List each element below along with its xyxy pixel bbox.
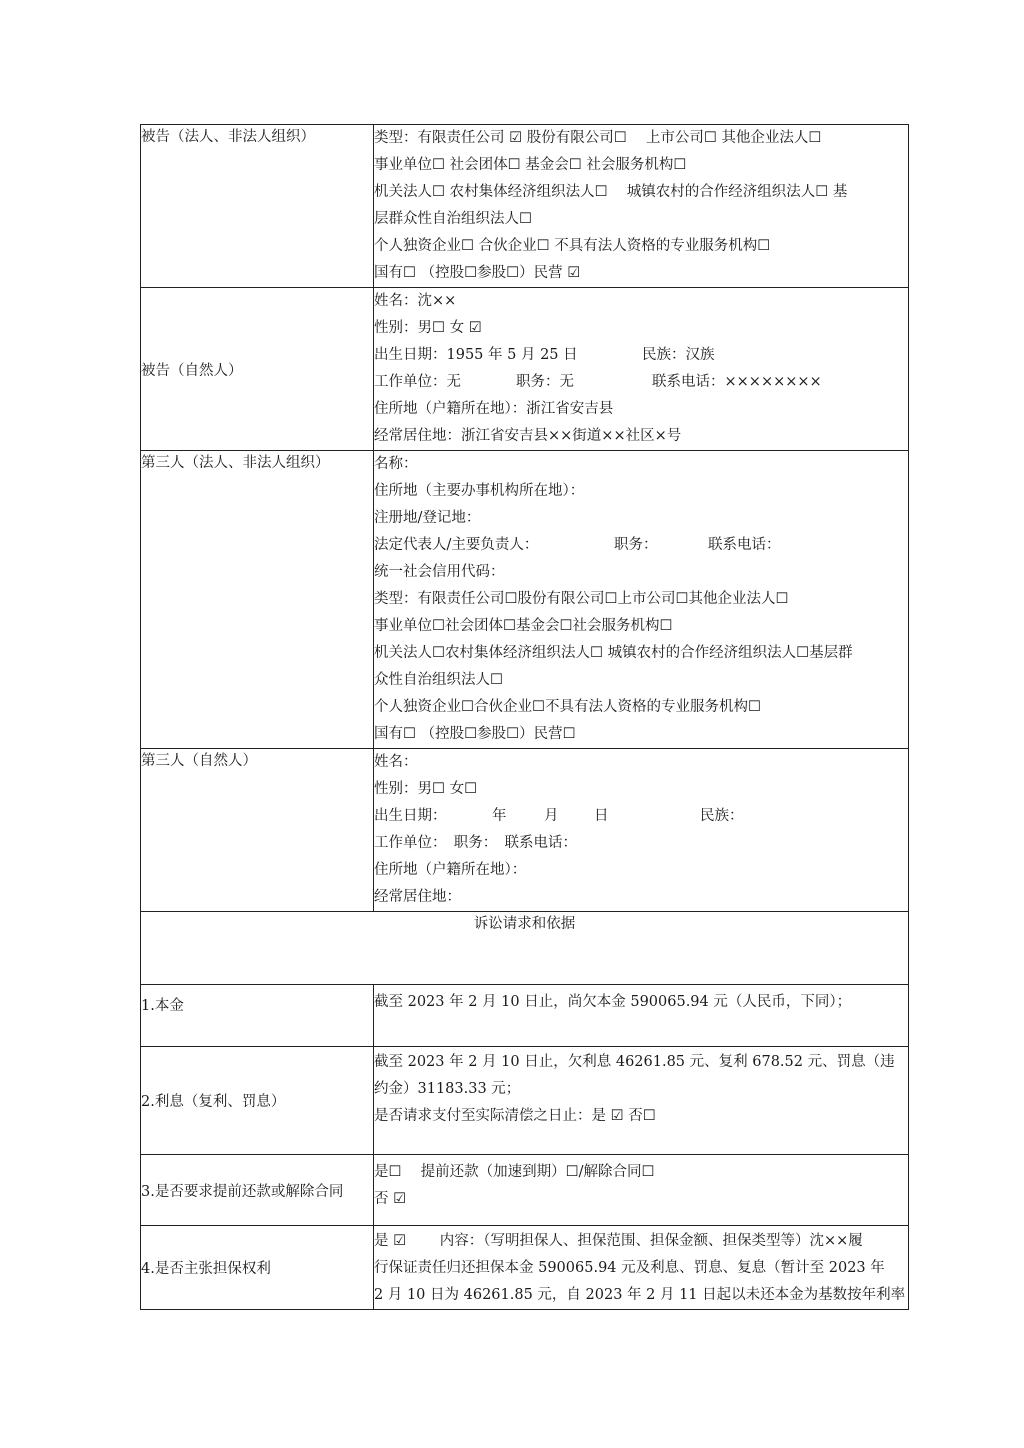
third-org-rep: 法定代表人/主要负责人： (374, 537, 539, 553)
third-org-type-line-2: 事业单位☐社会团体☐基金会☐社会服务机构☐ (374, 618, 673, 634)
label-interest: 2.利息（复利、罚息） (141, 1047, 374, 1155)
third-person-residence: 经常居住地： (374, 889, 461, 905)
complaint-form-table (140, 124, 909, 1310)
section-heading: 诉讼请求和依据 (141, 912, 909, 985)
third-org-name: 名称： (374, 456, 418, 472)
early-repayment-line-1: 是☐ 提前还款（加速到期）☐/解除合同☐ (374, 1164, 655, 1180)
row-defendant-person (141, 288, 909, 451)
guarantee-line-3: 2 月 10 日为 46261.85 元，自 2023 年 2 月 11 日起以未还本金为基数按年利率 (374, 1287, 906, 1303)
third-person-birth-month: 月 (544, 808, 559, 824)
row-guarantee (141, 1226, 909, 1310)
row-early-repayment (141, 1155, 909, 1226)
defendant-birth: 出生日期：1955 年 5 月 25 日 (374, 347, 578, 363)
row-third-party-person (141, 749, 909, 912)
content-defendant-org (374, 125, 909, 288)
third-org-rep-line (374, 532, 908, 559)
defendant-domicile: 住所地（户籍所在地）：浙江省安吉县 (374, 401, 614, 417)
third-org-registry: 注册地/登记地： (374, 510, 481, 526)
third-org-phone: 联系电话： (708, 537, 781, 553)
third-person-birth-year: 年 (492, 808, 507, 824)
defendant-org-type-line-5: 个人独资企业☐ 合伙企业☐ 不具有法人资格的专业服务机构☐ (374, 238, 771, 254)
content-interest (374, 1047, 909, 1155)
third-org-position: 职务： (614, 537, 658, 553)
early-repayment-line-2: 否 ☑ (374, 1191, 407, 1207)
defendant-org-type-line-2: 事业单位☐ 社会团体☐ 基金会☐ 社会服务机构☐ (374, 157, 687, 173)
principal-text: 截至 2023 年 2 月 10 日止，尚欠本金 590065.94 元（人民币，下同）； (374, 994, 852, 1010)
content-guarantee (374, 1226, 909, 1310)
third-person-work-line: 工作单位： 职务： 联系电话： (374, 835, 577, 851)
guarantee-line-2: 行保证责任归还担保本金 590065.94 元及利息、罚息、复息（暂计至 2023 年 (374, 1260, 885, 1276)
third-org-credit-code: 统一社会信用代码： (374, 564, 505, 580)
content-third-party-person (374, 749, 909, 912)
interest-line-2: 约金）31183.33 元； (374, 1081, 521, 1097)
guarantee-line-1: 是 ☑ 内容：（写明担保人、担保范围、担保金额、担保类型等）沈××履 (374, 1233, 863, 1249)
content-defendant-person (374, 288, 909, 451)
defendant-work-unit: 工作单位：无 (374, 374, 461, 390)
defendant-birth-line (374, 342, 908, 369)
third-org-type-line-1: 类型：有限责任公司☐股份有限公司☐上市公司☐其他企业法人☐ (374, 591, 789, 607)
row-defendant-org (141, 125, 909, 288)
defendant-org-ownership-line: 国有☐ （控股☐参股☐）民营 ☑ (374, 265, 581, 281)
third-person-birth-day: 日 (594, 808, 609, 824)
third-person-birth-label: 出生日期： (374, 808, 447, 824)
label-defendant-org: 被告（法人、非法人组织） (141, 125, 374, 288)
label-guarantee: 4.是否主张担保权利 (141, 1226, 374, 1310)
defendant-work-line (374, 369, 908, 396)
third-person-name: 姓名： (374, 754, 418, 770)
label-third-party-org: 第三人（法人、非法人组织） (141, 451, 374, 749)
row-third-party-org (141, 451, 909, 749)
interest-line-3: 是否请求支付至实际清偿之日止：是 ☑ 否☐ (374, 1108, 656, 1124)
row-section-heading (141, 912, 909, 985)
defendant-org-type-line-1: 类型：有限责任公司 ☑ 股份有限公司☐ 上市公司☐ 其他企业法人☐ (374, 130, 822, 146)
defendant-residence: 经常居住地：浙江省安吉县××街道××社区×号 (374, 428, 682, 444)
defendant-position: 职务：无 (516, 374, 574, 390)
label-defendant-person: 被告（自然人） (141, 288, 374, 451)
defendant-ethnicity: 民族：汉族 (642, 347, 715, 363)
third-org-type-line-3: 机关法人☐农村集体经济组织法人☐ 城镇农村的合作经济组织法人☐基层群 (374, 645, 853, 661)
third-person-birth-line (374, 803, 908, 830)
label-early-repayment: 3.是否要求提前还款或解除合同 (141, 1155, 374, 1226)
defendant-phone: 联系电话：×××××××× (652, 374, 822, 390)
defendant-org-type-line-3: 机关法人☐ 农村集体经济组织法人☐ 城镇农村的合作经济组织法人☐ 基 (374, 184, 848, 200)
content-third-party-org (374, 451, 909, 749)
defendant-org-type-line-4: 层群众性自治组织法人☐ (374, 211, 532, 227)
row-principal (141, 985, 909, 1047)
label-third-party-person: 第三人（自然人） (141, 749, 374, 912)
row-interest (141, 1047, 909, 1155)
interest-line-1: 截至 2023 年 2 月 10 日止，欠利息 46261.85 元、复利 678.52 元、罚息（违 (374, 1054, 895, 1070)
third-org-type-line-5: 个人独资企业☐合伙企业☐不具有法人资格的专业服务机构☐ (374, 699, 761, 715)
defendant-name: 姓名：沈×× (374, 293, 457, 309)
third-org-ownership-line: 国有☐ （控股☐参股☐）民营☐ (374, 726, 576, 742)
third-org-address: 住所地（主要办事机构所在地）： (374, 483, 585, 499)
third-org-type-line-4: 众性自治组织法人☐ (374, 672, 503, 688)
content-principal (374, 985, 909, 1047)
label-principal: 1.本金 (141, 985, 374, 1047)
defendant-gender: 性别：男☐ 女 ☑ (374, 320, 482, 336)
third-person-gender: 性别：男☐ 女☐ (374, 781, 478, 797)
content-early-repayment (374, 1155, 909, 1226)
third-person-domicile: 住所地（户籍所在地）： (374, 862, 527, 878)
third-person-ethnicity: 民族： (700, 808, 744, 824)
